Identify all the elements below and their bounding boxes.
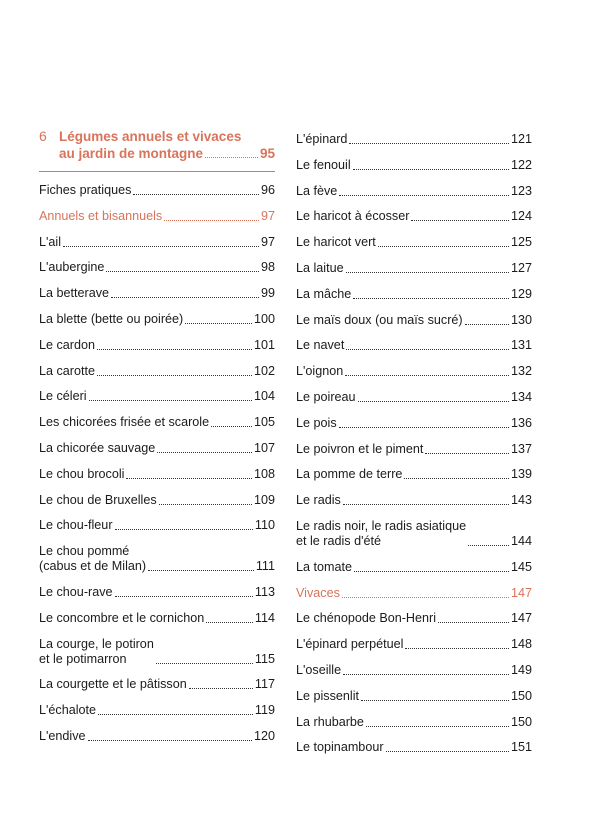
toc-entry-page: 130: [510, 312, 532, 327]
toc-entry-page: 113: [254, 584, 275, 599]
toc-entry: [296, 132, 532, 147]
leader-dots: [346, 349, 509, 350]
toc-entry-title: Le fenouil: [296, 157, 351, 172]
toc-entry-title: Fiches pratiques: [39, 183, 132, 197]
toc-entry-title: La pomme de terre: [296, 467, 403, 482]
toc-entry-title: Vivaces: [296, 585, 340, 600]
leader-dots: [189, 688, 253, 689]
toc-entry-page: 110: [254, 518, 275, 533]
leader-dots: [339, 195, 509, 196]
toc-entry: [39, 729, 275, 744]
toc-entry-title: L'oseille: [296, 662, 342, 677]
toc-entry-title: La mâche: [296, 286, 352, 301]
toc-entry-page: 101: [253, 337, 275, 352]
toc-entry-title: Le chou brocoli: [39, 466, 125, 481]
toc-entry: [296, 715, 532, 730]
leader-dots: [111, 297, 259, 298]
toc-right-list: [296, 132, 532, 755]
toc-entry: [296, 184, 532, 199]
toc-entry-page: 107: [253, 440, 275, 455]
toc-entry-page: 105: [253, 415, 275, 430]
toc-entry-page: 131: [510, 338, 532, 353]
toc-entry-title: La fève: [296, 183, 338, 198]
leader-dots: [115, 596, 253, 597]
toc-entry: [39, 364, 275, 379]
toc-entry: [296, 560, 532, 575]
leader-dots: [133, 194, 259, 195]
toc-entry-title: La blette (bette ou poirée): [39, 311, 184, 326]
leader-dots: [404, 478, 509, 479]
leader-dots: [438, 622, 509, 623]
toc-entry: [296, 364, 532, 379]
toc-entry: [296, 261, 532, 276]
toc-entry-title: Le chou-rave: [39, 584, 113, 599]
leader-dots: [361, 700, 509, 701]
toc-entry-page: 150: [510, 688, 532, 703]
toc-entry: [296, 416, 532, 431]
toc-entry-page: 144: [510, 533, 532, 548]
toc-entry: [296, 493, 532, 508]
toc-entry: [296, 313, 532, 328]
toc-entry: [39, 415, 275, 430]
leader-dots: [115, 529, 253, 530]
toc-entry-page: 99: [260, 286, 275, 301]
leader-dots: [465, 324, 509, 325]
toc-entry: [39, 441, 275, 456]
toc-entry-page: 109: [253, 492, 275, 507]
toc-entry: [39, 389, 275, 404]
toc-entry-page: 120: [253, 728, 275, 743]
toc-entry-page: 121: [510, 132, 532, 146]
toc-entry-page: 108: [253, 466, 275, 481]
toc-entry: [296, 390, 532, 405]
leader-dots: [159, 504, 252, 505]
toc-entry-page: 111: [255, 559, 275, 574]
toc-entry: [39, 312, 275, 327]
toc-entry-page: 137: [510, 441, 532, 456]
leader-dots: [411, 220, 509, 221]
toc-entry-page: 102: [253, 363, 275, 378]
toc-entry: [296, 467, 532, 482]
chapter-title-line1: Légumes annuels et vivaces: [59, 129, 242, 144]
leader-dots: [185, 323, 252, 324]
leader-dots: [205, 157, 258, 158]
toc-entry-page: 97: [260, 234, 275, 249]
toc-entry: [39, 611, 275, 626]
toc-entry: [39, 544, 275, 574]
toc-entry-page: 123: [510, 183, 532, 198]
toc-entry: [39, 467, 275, 482]
toc-entry: [296, 287, 532, 302]
toc-entry-title: Le pois: [296, 415, 337, 430]
toc-entry-title: Le chou de Bruxelles: [39, 492, 157, 507]
toc-entry-title: L'épinard perpétuel: [296, 637, 404, 652]
toc-entry-title: La chicorée sauvage: [39, 440, 156, 455]
chapter-number: 6: [39, 128, 47, 144]
leader-dots: [126, 478, 252, 479]
toc-entry: [296, 663, 532, 678]
toc-entry-page: 129: [510, 286, 532, 301]
leader-dots: [98, 714, 253, 715]
leader-dots: [468, 545, 509, 546]
chapter-page: 95: [259, 146, 275, 161]
toc-entry-title: Le radis noir, le radis asiatique et le radis d'été: [296, 518, 467, 548]
toc-entry: [39, 585, 275, 600]
toc-entry: [39, 235, 275, 250]
leader-dots: [386, 751, 509, 752]
leader-dots: [358, 401, 509, 402]
toc-section-heading: [39, 209, 275, 224]
toc-entry-title: La courgette et le pâtisson: [39, 677, 187, 692]
toc-entry-title: Le cardon: [39, 337, 96, 352]
toc-entry-title: La laitue: [296, 260, 344, 275]
leader-dots: [63, 246, 259, 247]
toc-entry-title: Le chou pommé (cabus et de Milan): [39, 544, 147, 574]
toc-entry-page: 114: [254, 610, 275, 625]
toc-entry-page: 136: [510, 415, 532, 430]
leader-dots: [106, 271, 259, 272]
toc-entry-title: Le chénopode Bon-Henri: [296, 611, 437, 626]
leader-dots: [425, 453, 509, 454]
toc-entry-page: 100: [253, 311, 275, 326]
leader-dots: [164, 220, 259, 221]
toc-entry: [296, 209, 532, 224]
toc-entry-title: Annuels et bisannuels: [39, 208, 163, 223]
toc-entry-title: Le céleri: [39, 389, 87, 404]
toc-entry: [296, 158, 532, 173]
toc-entry-title: Le haricot à écosser: [296, 209, 410, 224]
toc-entry-page: 148: [510, 637, 532, 652]
toc-entry-page: 132: [510, 364, 532, 379]
toc-entry-title: L'endive: [39, 728, 86, 743]
toc-entry-title: Les chicorées frisée et scarole: [39, 415, 210, 430]
toc-entry-title: La carotte: [39, 363, 96, 378]
toc-entry-page: 122: [510, 157, 532, 172]
leader-dots: [211, 426, 252, 427]
leader-dots: [156, 663, 253, 664]
leader-dots: [353, 169, 509, 170]
toc-entry-title: Le concombre et le cornichon: [39, 610, 205, 625]
toc-entry-title: La courge, le potiron et le potimarron: [39, 636, 154, 666]
toc-entry: [296, 235, 532, 250]
leader-dots: [89, 400, 252, 401]
leader-dots: [339, 427, 509, 428]
toc-entry-title: Le pissenlit: [296, 688, 360, 703]
toc-entry-title: L'ail: [39, 234, 62, 249]
toc-entry: [39, 260, 275, 275]
leader-dots: [346, 272, 509, 273]
toc-entry-page: 134: [510, 389, 532, 404]
toc-entry: [296, 740, 532, 755]
toc-entry-page: 96: [260, 183, 275, 197]
toc-entry-title: Le chou-fleur: [39, 518, 113, 533]
toc-entry: [39, 493, 275, 508]
toc-entry: [296, 637, 532, 652]
leader-dots: [343, 674, 509, 675]
toc-entry-title: L'échalote: [39, 703, 97, 718]
chapter-title-line2: au jardin de montagne: [59, 146, 204, 161]
toc-entry-page: 125: [510, 235, 532, 250]
toc-right-column: [296, 128, 532, 766]
toc-entry-title: Le topinambour: [296, 740, 384, 755]
toc-entry-title: La betterave: [39, 286, 110, 301]
toc-entry-title: Le radis: [296, 493, 341, 508]
toc-entry-page: 139: [510, 467, 532, 482]
toc-entry: [39, 637, 275, 667]
toc-entry-page: 143: [510, 493, 532, 508]
toc-entry-page: 117: [254, 677, 275, 692]
leader-dots: [342, 597, 509, 598]
leader-dots: [343, 504, 509, 505]
leader-dots: [88, 740, 252, 741]
leader-dots: [97, 375, 252, 376]
leader-dots: [354, 571, 509, 572]
toc-entry-title: Le poivron et le piment: [296, 441, 424, 456]
toc-entry: [39, 518, 275, 533]
leader-dots: [345, 375, 509, 376]
toc-section-heading: [296, 586, 532, 601]
toc-entry-page: 124: [510, 209, 532, 224]
toc-entry: [39, 677, 275, 692]
toc-entry-page: 127: [510, 260, 532, 275]
toc-entry: [296, 519, 532, 549]
toc-entry: [296, 442, 532, 457]
toc-entry-page: 119: [254, 703, 275, 718]
toc-entry-page: 145: [510, 559, 532, 574]
toc-entry-title: L'aubergine: [39, 260, 105, 275]
leader-dots: [148, 570, 254, 571]
toc-entry-title: L'épinard: [296, 132, 348, 146]
toc-entry: [39, 338, 275, 353]
toc-entry-title: La tomate: [296, 559, 353, 574]
toc-entry-title: Le poireau: [296, 389, 356, 404]
toc-entry-title: La rhubarbe: [296, 714, 364, 729]
leader-dots: [349, 143, 509, 144]
toc-left-column: [39, 128, 275, 755]
leader-dots: [157, 452, 252, 453]
toc-entry-page: 150: [510, 714, 532, 729]
leader-dots: [97, 349, 252, 350]
toc-left-list: [39, 183, 275, 744]
toc-entry-page: 147: [510, 611, 532, 626]
toc-entry-page: 149: [510, 662, 532, 677]
toc-entry: [296, 611, 532, 626]
toc-entry-page: 104: [253, 389, 275, 404]
leader-dots: [353, 298, 509, 299]
toc-entry: [296, 338, 532, 353]
toc-entry-title: L'oignon: [296, 364, 344, 379]
toc-entry-page: 97: [260, 208, 275, 223]
leader-dots: [405, 648, 509, 649]
toc-entry: [39, 286, 275, 301]
toc-entry: [296, 689, 532, 704]
toc-entry-page: 115: [254, 651, 275, 666]
toc-entry-title: Le maïs doux (ou maïs sucré): [296, 312, 463, 327]
toc-entry-page: 98: [260, 260, 275, 275]
leader-dots: [206, 622, 253, 623]
chapter-rule: [39, 171, 275, 172]
leader-dots: [378, 246, 509, 247]
toc-entry-page: 147: [510, 585, 532, 600]
leader-dots: [366, 726, 509, 727]
toc-entry-title: Le haricot vert: [296, 235, 376, 250]
toc-entry-title: Le navet: [296, 338, 345, 353]
toc-entry-page: 151: [510, 740, 532, 755]
chapter-heading: [39, 128, 275, 162]
toc-entry: [39, 703, 275, 718]
toc-entry: [39, 183, 275, 198]
